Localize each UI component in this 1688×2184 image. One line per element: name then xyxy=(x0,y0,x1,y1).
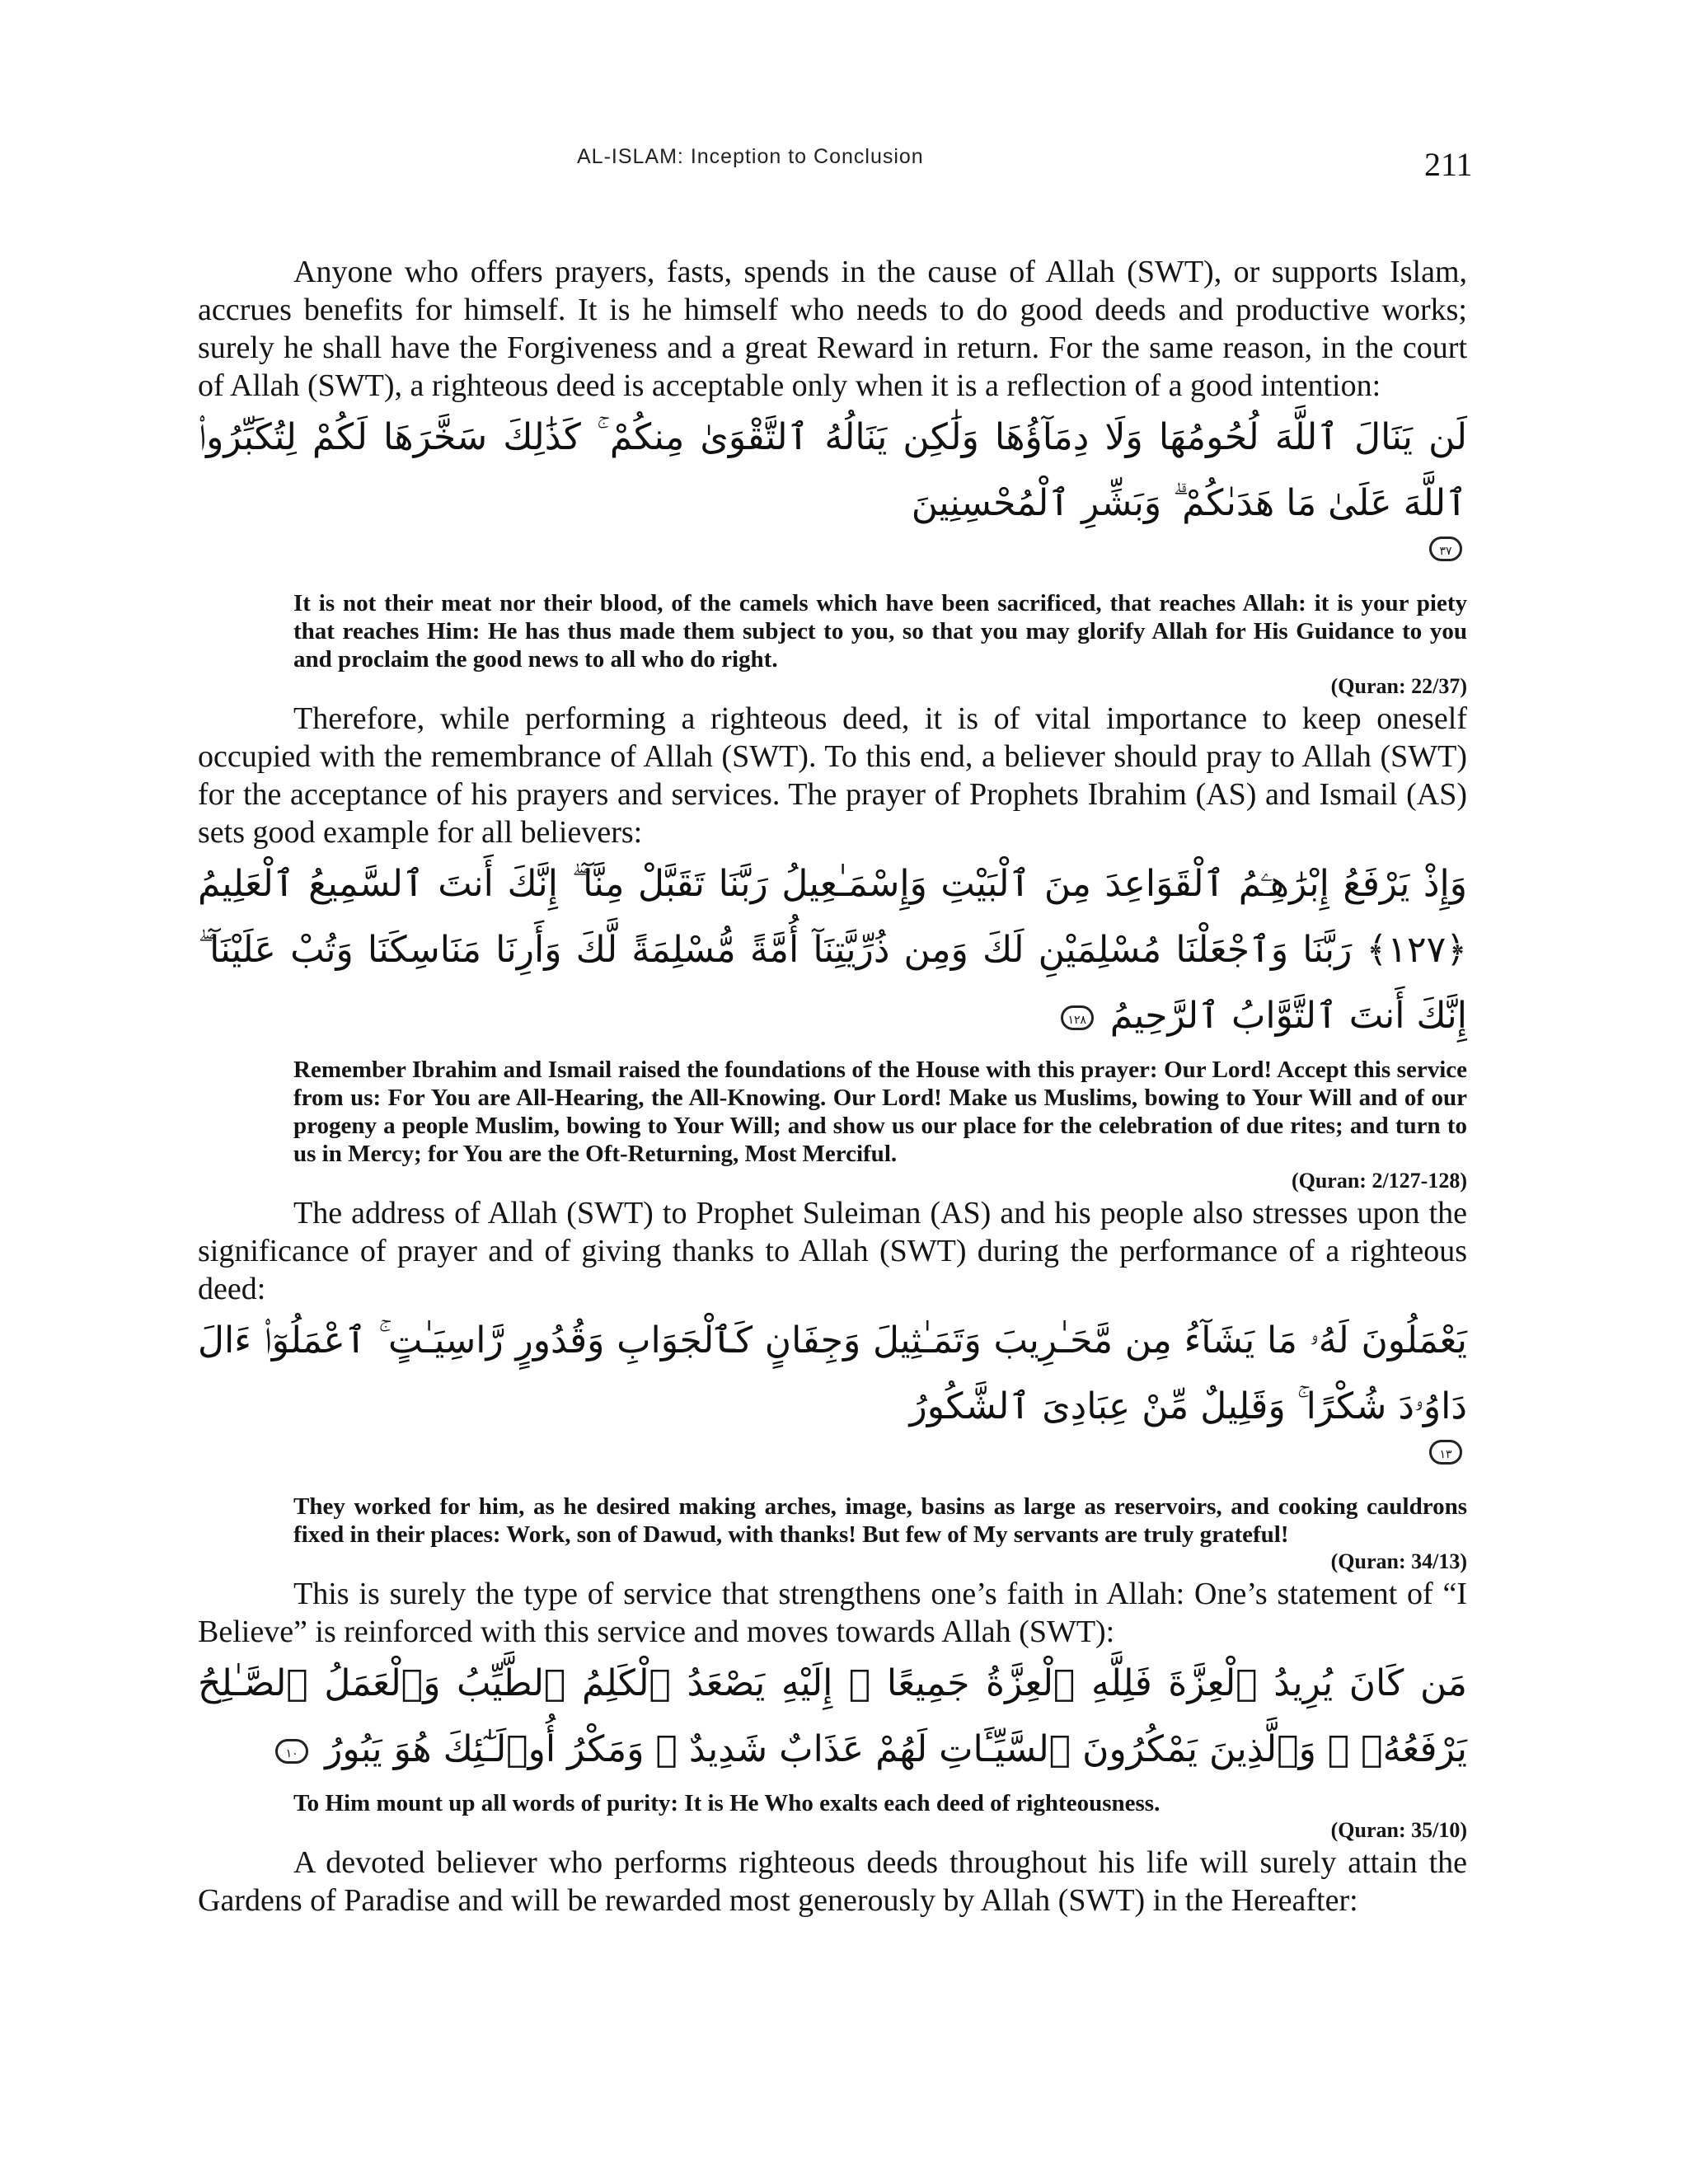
ayah-number-icon: ١٢٨ xyxy=(1061,1005,1094,1030)
ayah-number-icon: ٣٧ xyxy=(1429,537,1462,561)
page-body xyxy=(198,253,1467,1919)
verse-translation: They worked for him, as he desired making arches, image, basins as large as reservoirs, and cooking cauldrons fixed in their places: Work, son of Dawud, with thanks! But few of My servants are truly grateful! xyxy=(293,1493,1467,1548)
ayah-number-icon: ١٣ xyxy=(1429,1440,1462,1465)
running-header: AL-ISLAM: Inception to Conclusion xyxy=(577,145,924,168)
verse-translation: To Him mount up all words of purity: It is He Who exalts each deed of righteousness. xyxy=(293,1790,1160,1816)
quran-verse-arabic: يَعْمَلُونَ لَهُۥ مَا يَشَآءُ مِن مَّحَـٰرِيبَ وَتَمَـٰثِيلَ وَجِفَانٍ كَٱلْجَوَابِ وَقُدُورٍ رَّاسِيَـٰتٍ ۚ ٱعْمَلُوٓا۟ ءَالَ دَاوُۥدَ شُكْرًا ۚ وَقَلِيلٌ مِّنْ عِبَادِىَ ٱلشَّكُورُ xyxy=(198,1319,1467,1427)
quran-verse-arabic xyxy=(198,851,1467,1049)
quran-reference: (Quran: 2/127-128) xyxy=(1291,1169,1467,1193)
closing-paragraph: A devoted believer who performs righteous deeds throughout his life will surely attain the Gardens of Paradise and will be rewarded most generously by Allah (SWT) in the Hereafter: xyxy=(198,1845,1467,1918)
quran-reference: (Quran: 22/37) xyxy=(1330,674,1467,698)
verse-translation: Remember Ibrahim and Ismail raised the foundations of the House with this prayer: Our Lord! Accept this service from us: For You are All-Hearing, the All-Knowing. Our Lord! Make us Muslims, bowing to Your Will and of our progeny a people Muslim, bowing to Your Will; and show us our place for the celebration of due rites; and turn to us in Mercy; for You are the Oft-Returning, Most Merciful. xyxy=(293,1057,1467,1167)
quran-reference: (Quran: 34/13) xyxy=(1330,1549,1467,1573)
body-paragraph: Therefore, while performing a righteous deed, it is of vital importance to keep oneself occupied with the remembrance of Allah (SWT). To this end, a believer should pray to Allah (SWT) for the acceptance of his prayers and services. The prayer of Prophets Ibrahim (AS) and Ismail (AS) sets good example for all believers: xyxy=(198,701,1467,850)
ayah-number-icon: ١٠ xyxy=(275,1739,308,1764)
ayah-number-row xyxy=(198,1440,1467,1486)
verse-text: وَإِذْ يَرْفَعُ إِبْرَٰهِـۧمُ ٱلْقَوَاعِدَ مِنَ ٱلْبَيْتِ وَإِسْمَـٰعِيلُ رَبَّنَا تَقَبَّلْ مِنَّآ ۖ إِنَّكَ أَنتَ ٱلسَّمِيعُ ٱلْعَلِيمُ ﴿١٢٧﴾ رَبَّنَا وَٱجْعَلْنَا مُسْلِمَيْنِ لَكَ وَمِن ذُرِّيَّتِنَآ أُمَّةً مُّسْلِمَةً لَّكَ وَأَرِنَا مَنَاسِكَنَا وَتُبْ عَلَيْنَآ ۖ إِنَّكَ أَنتَ ٱلتَّوَّابُ ٱلرَّحِيمُ xyxy=(198,863,1467,1037)
quran-verse-arabic: لَن يَنَالَ ٱللَّهَ لُحُومُهَا وَلَا دِمَآؤُهَا وَلَٰكِن يَنَالُهُ ٱلتَّقْوَىٰ مِنكُمْ ۚ كَذَٰلِكَ سَخَّرَهَا لَكُمْ لِتُكَبِّرُوا۟ ٱللَّهَ عَلَىٰ مَا هَدَىٰكُمْ ۗ وَبَشِّرِ ٱلْمُحْسِنِينَ xyxy=(198,416,1467,524)
body-paragraph: This is surely the type of service that strengthens one’s faith in Allah: One’s statement of “I Believe” is reinforced with this service and moves towards Allah (SWT): xyxy=(198,1577,1467,1649)
quran-verse-arabic xyxy=(198,1651,1467,1783)
verse-text: مَن كَانَ يُرِيدُ ٱلْعِزَّةَ فَلِلَّهِ ٱلْعِزَّةُ جَمِيعًا ۚ إِلَيْهِ يَصْعَدُ ٱلْكَلِمُ ٱلطَّيِّبُ وَٱلْعَمَلُ ٱلصَّـٰلِحُ يَرْفَعُهُۥ ۚ وَٱلَّذِينَ يَمْكُرُونَ ٱلسَّيِّـَٔاتِ لَهُمْ عَذَابٌ شَدِيدٌ ۖ وَمَكْرُ أُو۟لَـٰٓئِكَ هُوَ يَبُورُ xyxy=(198,1662,1467,1770)
quran-reference: (Quran: 35/10) xyxy=(1330,1818,1467,1842)
ayah-number-row xyxy=(198,537,1467,583)
body-paragraph: The address of Allah (SWT) to Prophet Suleiman (AS) and his people also stresses upon the significance of prayer and of giving thanks to Allah (SWT) during the performance of a righteous deed: xyxy=(198,1196,1467,1306)
body-paragraph: Anyone who offers prayers, fasts, spends in the cause of Allah (SWT), or supports Islam, accrues benefits for himself. It is he himself who needs to do good deeds and productive works; surely he shall have the Forgiveness and a great Reward in return. For the same reason, in the court of Allah (SWT), a righteous deed is acceptable only when it is a reflection of a good intention: xyxy=(198,255,1467,403)
verse-translation: It is not their meat nor their blood, of the camels which have been sacrificed, that reaches Allah: it is your piety that reaches Him: He has thus made them subject to you, so that you may glorify Allah for His Guidance to you and proclaim the good news to all who do right. xyxy=(293,590,1467,673)
page-number: 211 xyxy=(1424,146,1473,183)
